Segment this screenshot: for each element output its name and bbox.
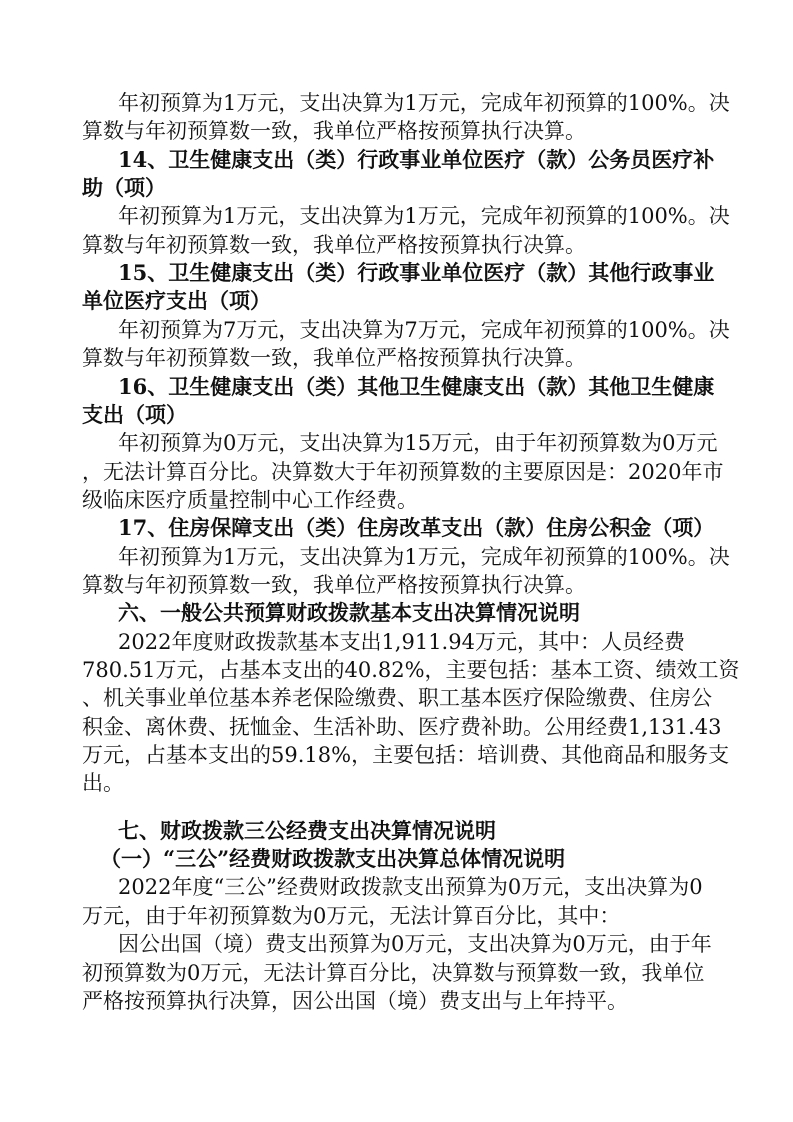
paragraph-line: 算数与年初预算数一致，我单位严格按预算执行决算。 bbox=[82, 346, 586, 371]
section-heading-line: 支出（项） bbox=[82, 401, 187, 427]
paragraph-line: 因公出国（境）费支出预算为0万元，支出决算为0万元，由于年 bbox=[118, 932, 712, 957]
paragraph-line: 年初预算为1万元，支出决算为1万元，完成年初预算的100%。决 bbox=[118, 91, 730, 115]
section-heading-line: 14、卫生健康支出（类）行政事业单位医疗（款）公务员医疗补 bbox=[118, 146, 715, 172]
section-heading-line: 六、一般公共预算财政拨款基本支出决算情况说明 bbox=[118, 600, 580, 626]
paragraph-line: 初预算数为0万元，无法计算百分比，决算数与预算数一致，我单位 bbox=[82, 960, 705, 985]
paragraph-line: 算数与年初预算数一致，我单位严格按预算执行决算。 bbox=[82, 572, 586, 597]
paragraph-line: ，无法计算百分比。决算数大于年初预算数的主要原因是：2020年市 bbox=[82, 459, 724, 484]
paragraph-line: 出。 bbox=[82, 771, 124, 796]
paragraph-line: 算数与年初预算数一致，我单位严格按预算执行决算。 bbox=[82, 232, 586, 257]
paragraph-line: 万元，由于年初预算数为0万元，无法计算百分比，其中： bbox=[82, 903, 621, 928]
paragraph-line: 严格按预算执行决算，因公出国（境）费支出与上年持平。 bbox=[82, 988, 628, 1013]
section-heading-line: 16、卫生健康支出（类）其他卫生健康支出（款）其他卫生健康 bbox=[118, 373, 715, 399]
section-heading-line: 15、卫生健康支出（类）行政事业单位医疗（款）其他行政事业 bbox=[118, 260, 715, 286]
paragraph-line: 年初预算为1万元，支出决算为1万元，完成年初预算的100%。决 bbox=[118, 204, 730, 229]
section-heading-line: （一）“三公”经费财政拨款支出决算总体情况说明 bbox=[100, 846, 566, 872]
paragraph-line: 2022年度“三公”经费财政拨款支出预算为0万元，支出决算为0 bbox=[118, 875, 703, 900]
paragraph-line: 年初预算为0万元，支出决算为15万元，由于年初预算数为0万元 bbox=[118, 431, 718, 456]
paragraph-line: 万元，占基本支出的59.18%，主要包括：培训费、其他商品和服务支 bbox=[82, 743, 730, 768]
section-heading-line: 17、住房保障支出（类）住房改革支出（款）住房公积金（项） bbox=[118, 515, 715, 541]
paragraph-line: 780.51万元，占基本支出的40.82%，主要包括：基本工资、绩效工资 bbox=[82, 658, 740, 682]
paragraph-line: 2022年度财政拨款基本支出1,911.94万元，其中：人员经费 bbox=[118, 629, 685, 654]
section-heading-line: 七、财政拨款三公经费支出决算情况说明 bbox=[118, 817, 496, 843]
paragraph-line: 算数与年初预算数一致，我单位严格按预算执行决算。 bbox=[82, 119, 586, 144]
paragraph-line: 年初预算为7万元，支出决算为7万元，完成年初预算的100%。决 bbox=[118, 317, 730, 342]
paragraph-line: 年初预算为1万元，支出决算为1万元，完成年初预算的100%。决 bbox=[118, 544, 730, 569]
paragraph-line: 、机关事业单位基本养老保险缴费、职工基本医疗保险缴费、住房公 bbox=[82, 686, 712, 711]
paragraph-line: 积金、离休费、抚恤金、生活补助、医疗费补助。公用经费1,131.43 bbox=[82, 714, 722, 739]
section-heading-line: 单位医疗支出（项） bbox=[82, 288, 271, 314]
section-heading-line: 助（项） bbox=[82, 175, 166, 201]
paragraph-line: 级临床医疗质量控制中心工作经费。 bbox=[82, 487, 418, 512]
